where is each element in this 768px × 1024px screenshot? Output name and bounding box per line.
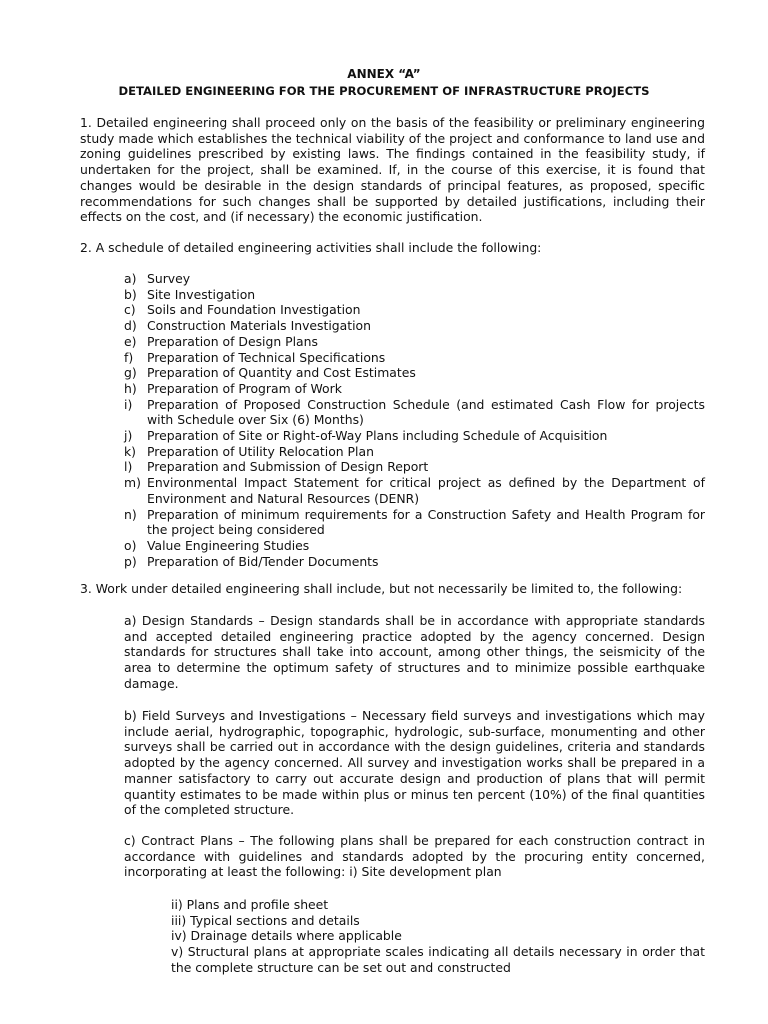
list-item	[124, 475, 705, 506]
list-item: iv) Drainage details where applicable	[171, 928, 402, 944]
list-text: Preparation of Technical Specifications	[147, 349, 386, 365]
list-letter: j)	[124, 428, 133, 444]
activities-list	[124, 271, 705, 569]
list-item	[124, 397, 705, 428]
annex-title: ANNEX “A”	[347, 67, 421, 81]
list-text: Environmental Impact Statement for critical project as defined by the Department of Environment and Natural Resources (DENR)	[147, 475, 705, 506]
list-text: Preparation of Design Plans	[147, 333, 318, 349]
paragraph-2: 2. A schedule of detailed engineering activities shall include the following:	[80, 240, 542, 255]
paragraph-3: 3. Work under detailed engineering shall include, but not necessarily be limited to, the following:	[80, 581, 683, 596]
list-letter: p)	[124, 553, 137, 569]
list-text: Preparation of Bid/Tender Documents	[147, 553, 379, 569]
list-item	[124, 507, 705, 538]
list-text: Soils and Foundation Investigation	[147, 302, 361, 318]
list-text: Survey	[147, 271, 191, 286]
list-text: Preparation of Quantity and Cost Estimates	[147, 365, 416, 381]
design-standards-paragraph: a) Design Standards – Design standards shall be in accordance with appropriate standards and accepted detailed engineering practice adopted by the agency concerned. Design standards for structures shall take into account, among other things, the seismicity of the area to determine the optimum safety of structures and to minimize possible earthquake damage.	[124, 613, 705, 691]
list-text: Preparation of Site or Right-of-Way Plans including Schedule of Acquisition	[147, 428, 608, 444]
list-letter: g)	[124, 365, 137, 381]
list-letter: b)	[124, 286, 137, 302]
list-item: ii) Plans and profile sheet	[171, 897, 329, 912]
list-item	[124, 318, 705, 334]
list-item	[124, 302, 705, 318]
list-letter: k)	[124, 443, 137, 459]
list-text: Preparation of Program of Work	[147, 380, 342, 396]
list-letter: m)	[124, 475, 141, 491]
list-letter: f)	[124, 349, 134, 365]
list-text: Preparation of Proposed Construction Schedule (and estimated Cash Flow for projects with Schedule over Six (6) Months)	[147, 396, 705, 428]
list-letter: c)	[124, 302, 136, 318]
list-item	[124, 271, 705, 287]
list-item	[124, 444, 705, 460]
list-text: Site Investigation	[147, 286, 256, 302]
list-letter: i)	[124, 396, 133, 412]
list-item: iii) Typical sections and details	[171, 912, 360, 928]
list-item	[124, 350, 705, 366]
list-letter: e)	[124, 333, 137, 349]
list-text: Preparation of Utility Relocation Plan	[147, 443, 374, 459]
field-surveys-paragraph: b) Field Surveys and Investigations – Necessary field surveys and investigations which may include aerial, hydrographic, topographic, hydrologic, sub-surface, monumenting and other surveys shall be carried out in accordance with the design guidelines, criteria and standards adopted by the agency concerned. All survey and investigation works shall be prepared in a manner satisfactory to carry out accurate design and production of plans that will permit quantity estimates to be made within plus or minus ten percent (10%) of the final quantities of the completed structure.	[124, 708, 705, 818]
list-text: Construction Materials Investigation	[147, 318, 371, 334]
list-letter: l)	[124, 459, 133, 475]
list-item	[124, 538, 705, 554]
contract-plans-paragraph: c) Contract Plans – The following plans shall be prepared for each construction contract in accordance with guidelines and standards adopted by the procuring entity concerned, incorporating at least the following: i) Site development plan	[124, 833, 705, 880]
list-item	[124, 381, 705, 397]
list-text: Value Engineering Studies	[147, 537, 310, 553]
list-item	[124, 334, 705, 350]
list-item	[124, 428, 705, 444]
list-letter: o)	[124, 537, 137, 553]
list-text: Preparation and Submission of Design Report	[147, 459, 429, 475]
list-letter: h)	[124, 380, 137, 396]
document-title: DETAILED ENGINEERING FOR THE PROCUREMENT OF INFRASTRUCTURE PROJECTS	[118, 84, 650, 98]
list-item	[124, 554, 705, 570]
paragraph-1: 1. Detailed engineering shall proceed only on the basis of the feasibility or preliminary engineering study made which establishes the technical viability of the project and conformance to land use and zoning guidelines prescribed by existing laws. The findings contained in the feasibility study, if undertaken for the project, shall be examined. If, in the course of this exercise, it is found that changes would be desirable in the design standards of principal features, as proposed, specific recommendations for such changes shall be supported by detailed justifications, including their effects on the cost, and (if necessary) the economic justification.	[80, 115, 705, 225]
list-item	[124, 287, 705, 303]
list-letter: d)	[124, 318, 137, 334]
list-item	[124, 459, 705, 475]
list-item	[124, 365, 705, 381]
list-letter: n)	[124, 506, 137, 522]
list-letter: a)	[124, 271, 137, 286]
list-item: v) Structural plans at appropriate scales indicating all details necessary in order that the complete structure can be set out and constructed	[171, 944, 705, 975]
list-text: Preparation of minimum requirements for a Construction Safety and Health Program for the project being considered	[147, 506, 705, 538]
contract-plans-list	[171, 897, 705, 976]
